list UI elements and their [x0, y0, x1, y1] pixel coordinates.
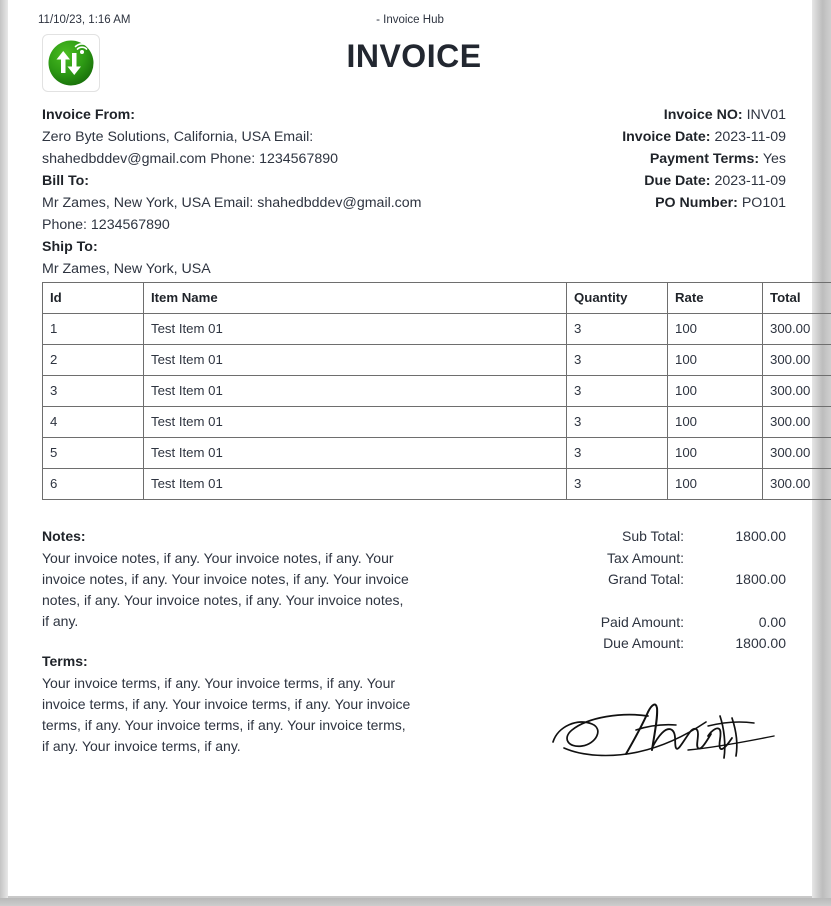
- due-amount-value: 1800.00: [735, 635, 786, 651]
- cell-total: 300.00: [763, 376, 831, 407]
- meta-row: [456, 192, 786, 214]
- ship-to-line1: Mr Zames, New York, USA: [42, 261, 211, 277]
- meta-row: [456, 104, 786, 126]
- notes-body: Your invoice notes, if any. Your invoice notes, if any. Your invoice notes, if any. Your invoice notes, if any. Your invoice notes, if any. Your invoice notes, if any. Your invoice notes, if any.: [42, 550, 409, 629]
- page-title: INVOICE: [346, 38, 482, 74]
- print-header: [8, 14, 812, 30]
- cell-qty: 3: [567, 345, 668, 376]
- totals-spacer: [486, 591, 786, 612]
- meta-row: [456, 170, 786, 192]
- due-amount-row: [486, 633, 786, 655]
- cell-id: 6: [43, 469, 144, 500]
- tax-amount-value: [694, 548, 786, 570]
- cell-name: Test Item 01: [144, 345, 567, 376]
- cell-qty: 3: [567, 469, 668, 500]
- invoice-lower-section: [42, 526, 786, 786]
- meta-value: INV01: [746, 107, 786, 123]
- sub-total-row: [486, 526, 786, 548]
- invoice-from-line1: Zero Byte Solutions, California, USA Email:: [42, 129, 314, 145]
- column-header-id: Id: [43, 283, 144, 314]
- cell-qty: 3: [567, 376, 668, 407]
- paid-amount-value: 0.00: [758, 613, 786, 630]
- invoice-brand-row: [42, 34, 786, 96]
- totals-column: [486, 526, 786, 655]
- table-row: [43, 345, 831, 376]
- meta-value: Yes: [762, 151, 786, 167]
- bill-to-line1: Mr Zames, New York, USA Email: shahedbddev@gmail.com: [42, 195, 422, 211]
- invoice-from-line2: shahedbddev@gmail.com Phone: 1234567890: [42, 151, 339, 167]
- ship-to-label: Ship To:: [42, 239, 98, 255]
- cell-name: Test Item 01: [144, 407, 567, 438]
- cell-total: 300.00: [763, 314, 831, 345]
- print-header-date: 11/10/23, 1:16 AM: [38, 14, 131, 26]
- tax-amount-row: [486, 548, 786, 570]
- table-row: [43, 314, 831, 345]
- page-bottom-bar: [0, 898, 831, 906]
- meta-row: [456, 148, 786, 170]
- invoice-document: [42, 34, 811, 786]
- cell-id: 5: [43, 438, 144, 469]
- meta-row: [456, 126, 786, 148]
- cell-name: Test Item 01: [144, 314, 567, 345]
- cell-name: Test Item 01: [144, 469, 567, 500]
- cell-rate: 100: [668, 407, 763, 438]
- column-header-rate: Rate: [668, 283, 763, 314]
- tax-amount-label: Tax Amount:: [606, 549, 684, 566]
- meta-key: PO Number:: [655, 195, 738, 211]
- cell-qty: 3: [567, 407, 668, 438]
- meta-key: Payment Terms:: [649, 151, 760, 167]
- paid-amount-row: [486, 612, 786, 634]
- bill-to-line2: Phone: 1234567890: [42, 217, 170, 233]
- notes-terms-column: [42, 526, 412, 776]
- sub-total-value: 1800.00: [735, 528, 786, 544]
- bill-to-label: Bill To:: [42, 173, 90, 189]
- cell-total: 300.00: [763, 469, 831, 500]
- cell-id: 3: [43, 376, 144, 407]
- due-amount-label: Due Amount:: [603, 635, 684, 651]
- cell-rate: 100: [668, 469, 763, 500]
- table-row: [43, 469, 831, 500]
- sub-total-label: Sub Total:: [621, 528, 684, 544]
- terms-body: Your invoice terms, if any. Your invoice terms, if any. Your invoice terms, if any. Your invoice terms, if any. Your invoice terms, if any. Your invoice terms, if any. Your invoice terms, if any. Your invoice terms, if any.: [42, 675, 411, 754]
- page-left-margin: [0, 0, 8, 898]
- meta-key: Invoice NO:: [663, 107, 743, 123]
- invoice-page: [8, 0, 812, 896]
- column-header-quantity: Quantity: [567, 283, 668, 314]
- meta-value: 2023-11-09: [714, 173, 786, 189]
- table-row: [43, 438, 831, 469]
- invoice-from-label: Invoice From:: [42, 107, 136, 123]
- cell-rate: 100: [668, 345, 763, 376]
- cell-total: 300.00: [763, 345, 831, 376]
- table-row: [43, 376, 831, 407]
- cell-name: Test Item 01: [144, 438, 567, 469]
- cell-total: 300.00: [763, 407, 831, 438]
- grand-total-label: Grand Total:: [607, 571, 684, 587]
- terms-title: Terms:: [42, 653, 88, 669]
- print-header-title: - Invoice Hub: [376, 14, 444, 26]
- cell-id: 1: [43, 314, 144, 345]
- meta-key: Invoice Date:: [622, 129, 711, 145]
- cell-qty: 3: [567, 314, 668, 345]
- notes-title: Notes:: [42, 528, 86, 544]
- paid-amount-label: Paid Amount:: [600, 613, 684, 630]
- table-header-row: [43, 283, 831, 314]
- invoice-items-table: [42, 282, 831, 500]
- signature-image: [548, 696, 780, 768]
- cell-id: 4: [43, 407, 144, 438]
- grand-total-row: [486, 569, 786, 591]
- invoice-head-block: [42, 104, 786, 277]
- cell-total: 300.00: [763, 438, 831, 469]
- meta-value: PO101: [741, 195, 786, 211]
- address-block: [42, 104, 462, 280]
- handwritten-signature-icon: [548, 696, 780, 768]
- table-row: [43, 407, 831, 438]
- cell-rate: 100: [668, 376, 763, 407]
- meta-key: Due Date:: [644, 173, 711, 189]
- cell-name: Test Item 01: [144, 376, 567, 407]
- grand-total-value: 1800.00: [735, 571, 786, 587]
- column-header-total: Total: [763, 283, 831, 314]
- column-header-item-name: Item Name: [144, 283, 567, 314]
- invoice-meta-block: [456, 104, 786, 214]
- cell-rate: 100: [668, 314, 763, 345]
- cell-qty: 3: [567, 438, 668, 469]
- cell-rate: 100: [668, 438, 763, 469]
- cell-id: 2: [43, 345, 144, 376]
- meta-value: 2023-11-09: [714, 129, 786, 145]
